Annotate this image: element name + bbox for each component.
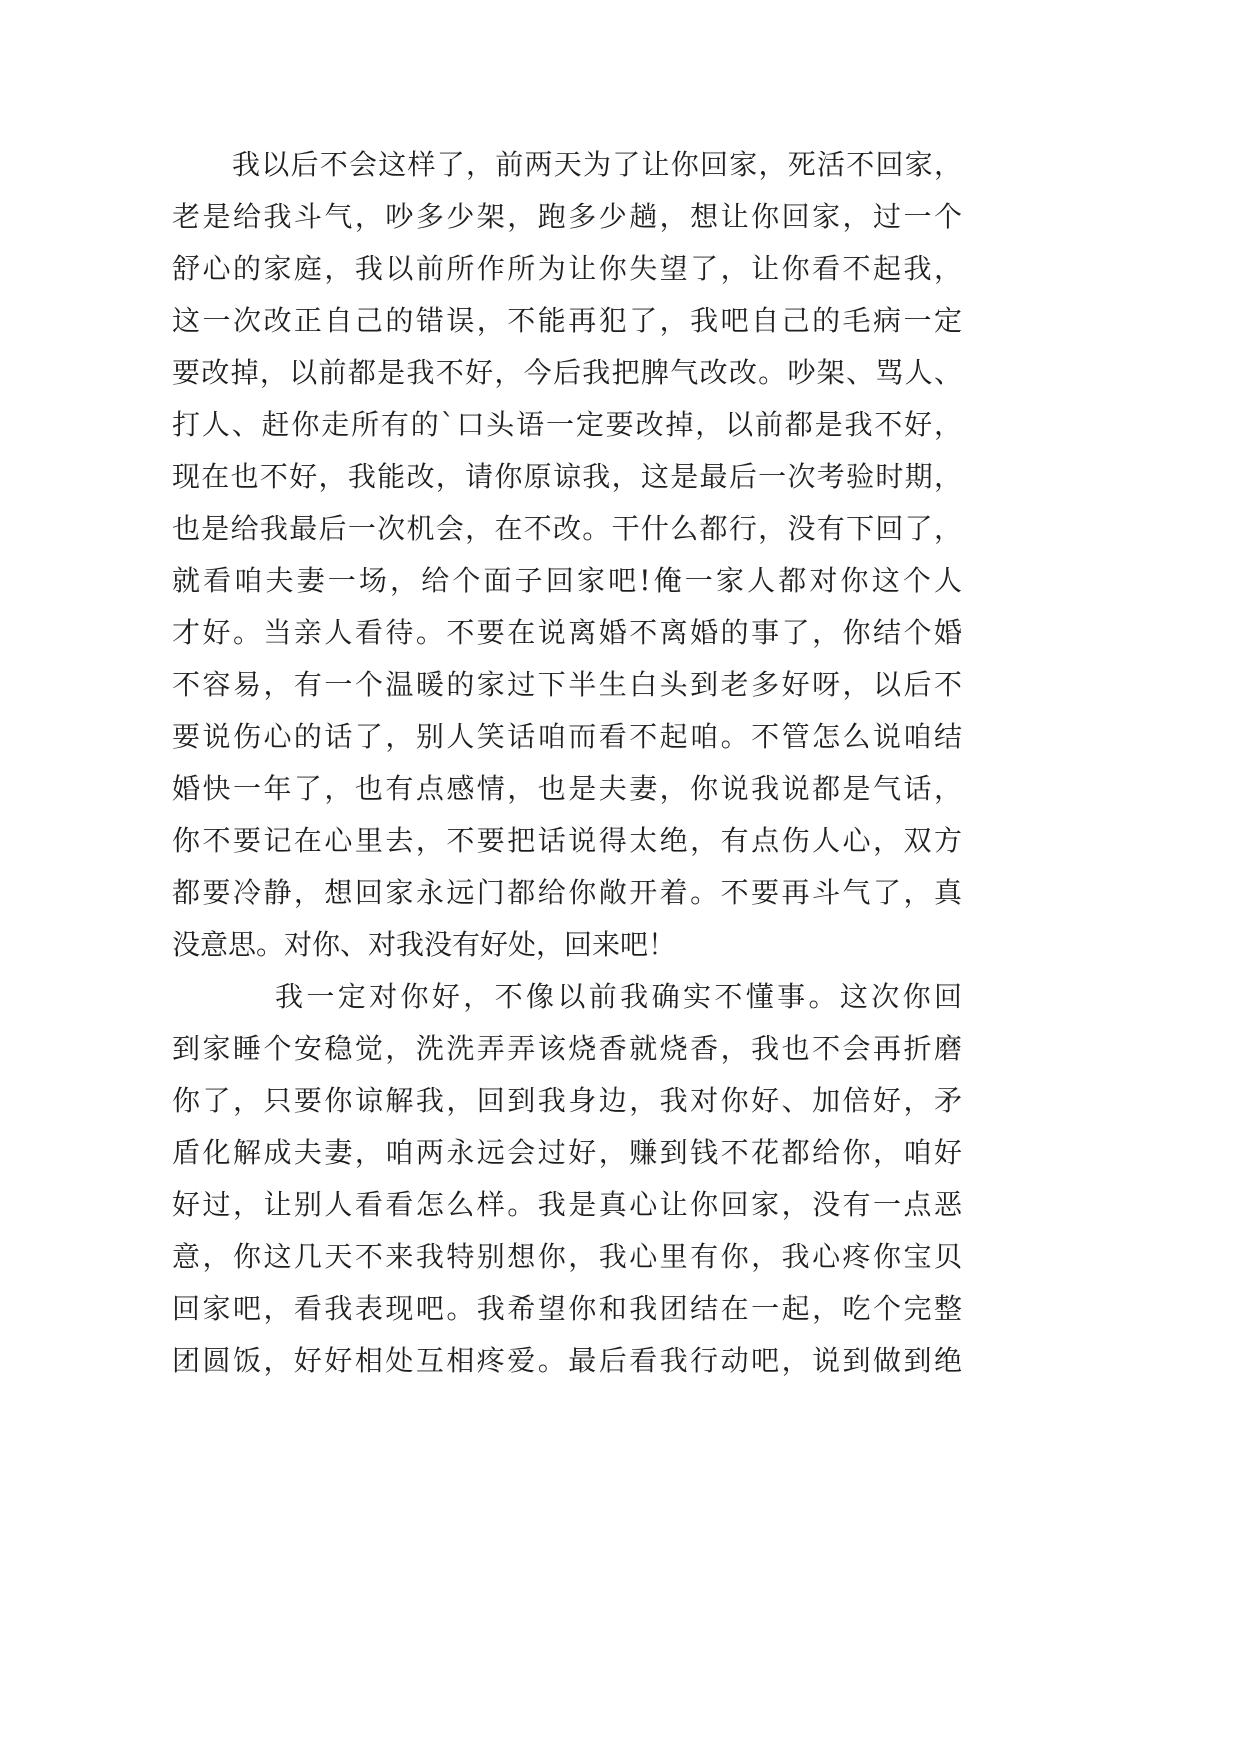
paragraph-1 bbox=[172, 139, 962, 971]
text-line: 回家吧，看我表现吧。我希望你和我团结在一起，吃个完整 bbox=[172, 1292, 962, 1325]
text-line: 我一定对你好，不像以前我确实不懂事。这次你回 bbox=[275, 980, 962, 1013]
text-line: 这一次改正自己的错误，不能再犯了，我吧自己的毛病一定 bbox=[172, 304, 962, 337]
text-line: 到家睡个安稳觉，洗洗弄弄该烧香就烧香，我也不会再折磨 bbox=[172, 1032, 962, 1065]
text-line: 我以后不会这样了，前两天为了让你回家，死活不回家， bbox=[232, 148, 962, 181]
text-line: 团圆饭，好好相处互相疼爱。最后看我行动吧，说到做到绝 bbox=[172, 1344, 962, 1377]
text-line: 不容易，有一个温暖的家过下半生白头到老多好呀，以后不 bbox=[172, 668, 962, 701]
text-line: 也是给我最后一次机会，在不改。干什么都行，没有下回了， bbox=[172, 512, 962, 545]
text-line: 意，你这几天不来我特别想你，我心里有你，我心疼你宝贝 bbox=[172, 1240, 962, 1273]
document-body bbox=[172, 139, 962, 1387]
text-line: 现在也不好，我能改，请你原谅我，这是最后一次考验时期， bbox=[172, 460, 962, 493]
text-line: 打人、赶你走所有的`口头语一定要改掉，以前都是我不好， bbox=[172, 408, 962, 441]
text-line: 你了，只要你谅解我，回到我身边，我对你好、加倍好，矛 bbox=[172, 1084, 962, 1117]
text-line: 要改掉，以前都是我不好，今后我把脾气改改。吵架、骂人、 bbox=[172, 356, 962, 389]
text-line: 老是给我斗气，吵多少架，跑多少趟，想让你回家，过一个 bbox=[172, 200, 962, 233]
text-line: 婚快一年了，也有点感情，也是夫妻，你说我说都是气话， bbox=[172, 772, 962, 805]
text-line: 才好。当亲人看待。不要在说离婚不离婚的事了，你结个婚 bbox=[172, 616, 962, 649]
text-line: 就看咱夫妻一场，给个面子回家吧!俺一家人都对你这个人 bbox=[172, 564, 962, 597]
text-line: 盾化解成夫妻，咱两永远会过好，赚到钱不花都给你，咱好 bbox=[172, 1136, 962, 1169]
text-line: 好过，让别人看看怎么样。我是真心让你回家，没有一点恶 bbox=[172, 1188, 962, 1221]
text-line: 舒心的家庭，我以前所作所为让你失望了，让你看不起我， bbox=[172, 252, 962, 285]
text-line: 没意思。对你、对我没有好处，回来吧！ bbox=[172, 928, 677, 961]
text-line: 要说伤心的话了，别人笑话咱而看不起咱。不管怎么说咱结 bbox=[172, 720, 962, 753]
text-line: 你不要记在心里去，不要把话说得太绝，有点伤人心，双方 bbox=[172, 824, 962, 857]
paragraph-2 bbox=[172, 971, 962, 1387]
text-line: 都要冷静，想回家永远门都给你敞开着。不要再斗气了，真 bbox=[172, 876, 962, 909]
